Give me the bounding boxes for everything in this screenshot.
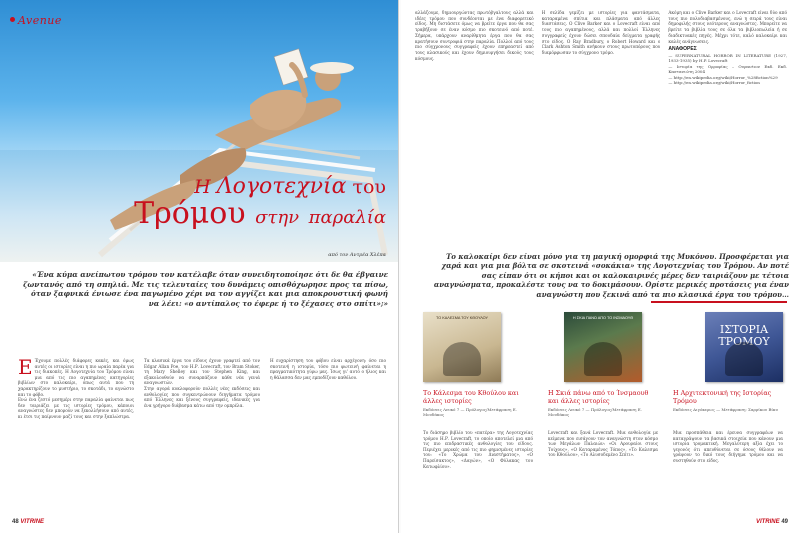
title-line-1 [126,176,386,198]
book-caption [673,390,783,418]
book-cover [564,312,642,382]
book-cover [423,312,501,382]
book-cover-title: ΙΣΤΟΡΙΑ ΤΡΟΜΟΥ [718,323,770,348]
paragraph: αλλάζουμε, δημιουργώντας πρωτόβγαλτους αλλά και ιδέες τρόμου που συνδέονται με ένα διαφορετικό είδος. Μη διστάσετε όμως να βρείτε έργα που θα σας τραβήξουν σε έναν κόσμο πιο σκοτεινό από ποτέ. Σήμερα, υπάρχουν αναρίθμητα έργα που θα σας κρατήσουν συντροφιά στην παραλία. Πολλοί από τους πιο σύγχρονους συγγραφείς έχουν επηρεαστεί από τους κλασικούς και έχουν δημιουργήσει δικούς τους κόσμους. [415,10,534,61]
article-title [126,176,386,234]
lead-paragraph: Το καλοκαίρι δεν είναι μόνο για τη μαγική ομορφιά της Μυκόνου. Προσφέρεται για χαρά και για μια βόλτα σε σκοτεινά «σοκάκια» της Λογοτεχνίας του Τρόμου. Αν ποτέ σας είπαν ότι οι κήποι και οι καλοκαιρινές μέρες δεν ταιριάζουν με τέτοια αναγνώσματα, προκαλέστε τους να το δοκιμάσουν. Ορίστε μερικές προτάσεις για έναν αναγνώστη που ξεκινά από τα πιο κλασικά έργα του τρόμου… [433,252,789,299]
reference-item: — Ιστορία της Ορροφίας – Ουρανέιον Εκδ. Εκδ. Καστανιώτη 2004 [668,63,788,75]
book-description: Lovecraft και ξανά Lovecraft. Μια ανθολογία με κείμενα που εισάγουν τον αναγνώστη στον κόσμο των Μεγάλων Παλαιών: «Οι Αρουραίοι στους Τοίχους», «Ο Καταραμένος Τόπος», «Το Καλεσμα του Κθούλου», «Το Αλυσοδεμένο Σπίτι». [548,430,658,458]
text-column [415,10,534,242]
title-word-beach: παραλία [308,207,386,228]
book-cover [705,312,783,382]
reference-item: — http://en.wikipedia.org/wiki/Horror_%28fiction%29 [668,74,778,80]
book-name: Το Κάλεσμα του Κθούλου και άλλες ιστορίες [423,389,519,405]
book-name: Η Σκιά πάνω από το Ίνσμαουθ και άλλες ιστορίες [548,389,649,405]
article-body-left [18,358,386,508]
text-column [270,358,386,508]
paragraph: Η σελίδα γεμίζει με ιστορίες για φαντάσματα, καταραμένα σπίτια και πλάσματα από άλλες διαστάσεις. Ο Clive Barker και ο Lovecraft είναι από τους πιο αγαπημένους, αλλά και πολλοί Έλληνες συγγραφείς έχουν δώσει σπουδαία δείγματα γραφής στο είδος. Ο Ray Bradbury, ο Robert Howard και ο Clark Ashton Smith ανήκουν στους πρωτοπόρους που διαμόρφωσαν το σύγχρονο τρόμο. [541,10,661,55]
paragraph: Ενώ ένα ζεστό μεσημέρι στην παραλία φαίνεται πως δεν ταιριάζει με τις ιστορίες τρόμου, κάποιοι αναγνώστες δεν μπορούν να ξεκολλήσουν από αυτές, κι έτσι τις παίρνουν μαζί τους και στην ξαπλώστρα. [18,397,134,419]
book-description: Μια προσπάθεια και έρευνα συγγραφέων να καταγράψουν τα βασικά στοιχεία που κάνουν μια ιστορία τρομακτική. Μεγαλύτερη αξία έχει το γεγονός ότι απευθύνεται σε όσους θέλουν να γράψουν το δικό τους διήγημα τρόμου και να συστηθούν στο είδος. [673,430,783,463]
section-marker [10,17,15,22]
book-name: Η Αρχιτεκτονική της Ιστορίας Τρόμου [673,389,772,405]
paragraph: Ακόμη και ο Clive Barker και ο Lovecraft είναι δύο από τους πιο πολυδιαβασμένους, ενώ η σειρά τους είναι δημοφιλής στους νεότερους αναγνώστες. Μπορείτε να βρείτε τα βιβλία τους σε όλα τα βιβλιοπωλεία ή σε διαδικτυακές πηγές. Μέχρι τότε, καλό καλοκαίρι και καλές ανάγνωσεις. [668,10,788,44]
footer-left [12,519,44,525]
magazine-brand: VITRINE [755,519,780,525]
book-descriptions [423,430,783,510]
paragraph: Η ευχαρίστηση του φόβου είναι αρχέγονη: όσο πιο σκοτεινή η ιστορία, τόσο πιο φωτεινή φαίνεται η πραγματικότητα γύρω μας. Ίσως γι' αυτό ο ήλιος και η θάλασσα δεν μας εμποδίζουν καθόλου. [270,358,386,380]
title-word-horror: Τρόμου [134,196,246,231]
reference-item: — SUPERNATURAL HORROR IN LITERATURE (1927, 1933-1935) by H.P. Lovecraft [668,52,788,64]
text-column [668,10,787,242]
book-cover-art [443,342,481,376]
text-column [18,358,134,508]
paragraph: Στην αγορά κυκλοφορούν πολλές νέες εκδόσεις και ανθολογίες που συγκεντρώνουν διηγήματα τρόμου από Έλληνες και ξένους συγγραφείς, ιδανικές για ένα γρήγορο διάβασμα κάτω από την ομπρέλα. [144,385,260,408]
title-word-literature: Λογοτεχνία [216,174,347,199]
title-word-of: του [352,176,386,198]
book-meta: Εκδόσεις Αιγόκερως — Μετάφραση: Σαρρίκου Βίκυ [673,407,778,413]
text-column [542,10,661,242]
text-column [144,358,260,508]
page-number: 48 [12,519,19,525]
article-body-right [415,10,787,242]
left-page [0,0,399,533]
book-meta: Εκδόσεις Λευκό 7 — Πρόλογος/Μετάφραση Ε. Μουδάκος [423,407,517,418]
reference-item: — http://en.wikipedia.org/wiki/Horror_fiction [668,79,760,85]
byline: από τον Αντρέα Χλέπα [328,252,386,258]
section-tag: Avenue [18,14,62,27]
paragraph: Τα κλασικά έργα του είδους έχουν γραφτεί από τον Edgar Allan Poe, τον Η.Ρ. Lovecraft, τον Bram Stoker, τη Mary Shelley και τον Stephen King, και εξακολουθούν να συναρπάζουν κάθε νέα γενιά αναγνωστών. [144,358,260,386]
book-description: Το διάσημο βιβλίο του «πατέρα» της Λογοτεχνίας τρόμου Η.Ρ. Lovecraft, το οποίο αποτελεί μια από τις πιο επιδραστικές ανθολογίες του είδους. Περιέχει μερικές από τις πιο φημισμένες ιστορίες του: «Το Χρώμα του Διαστήματος», «Ο Παρείσακτος», «Δαγών», «Ο Φύλακας του Κατωφλίου». [423,430,533,469]
book-covers [423,312,783,382]
book-cover-title: Η ΣΚΙΑ ΠΑΝΩ ΑΠΟ ΤΟ ΙΝΣΜΑΟΥΘ [572,316,634,320]
paragraph: Έχουμε πολλές διάφορες κακές, και όμως αυτές οι ιστορίες είναι η πιο ωραία παρέα για τις διακοπές. Η Λογοτεχνία του Τρόμου είναι μια από τις πιο αγαπημένες κατηγορίες βιβλίων στο καλοκαίρι, όπως αυτά που τη χαρακτηρίζουν το μυστήριο, το σκοτάδι, το αγνώστο και το φόβο. [18,358,134,397]
divider [651,301,787,303]
book-caption [548,390,658,418]
book-cover-art [584,342,622,376]
footer-right [756,519,788,525]
title-line-2 [126,198,386,234]
book-caption [423,390,533,418]
page-number: 49 [781,519,788,525]
references-heading: ΑΝΑΦΟΡΕΣ [668,46,697,53]
book-cover-art [725,342,763,376]
title-word-h: Η [194,176,211,198]
book-cover-title: ΤΟ ΚΑΛΕΣΜΑ ΤΟΥ ΚΘΟΥΛΟΥ [435,316,489,320]
book-titles [423,390,783,418]
book-meta: Εκδόσεις Λευκό 7 — Πρόλογος/Μετάφραση Ε. Μουδάκος [548,407,642,418]
drop-cap: Ε [18,358,33,379]
pull-quote: «Ένα κύμα ανείπωτου τρόμου τον κατέλαβε όταν συνειδητοποίησε ότι δε θα έβγαινε ζωντανός από τη σπηλιά. Με τις τελευταίες του δυνάμεις οπισθόχωρησε προς τα πίσω, όταν ξαφνικά ένιωσε ένα παγωμένο χέρι να τον αγγίζει και μια αποκρουστική φωνή να λέει: «ο αντίπαλος το έφερε ή το ξέχασες στο σπίτι»;» [23,270,388,308]
right-page [401,0,800,533]
title-word-on: στην [255,207,300,228]
magazine-brand: VITRINE [20,519,45,525]
